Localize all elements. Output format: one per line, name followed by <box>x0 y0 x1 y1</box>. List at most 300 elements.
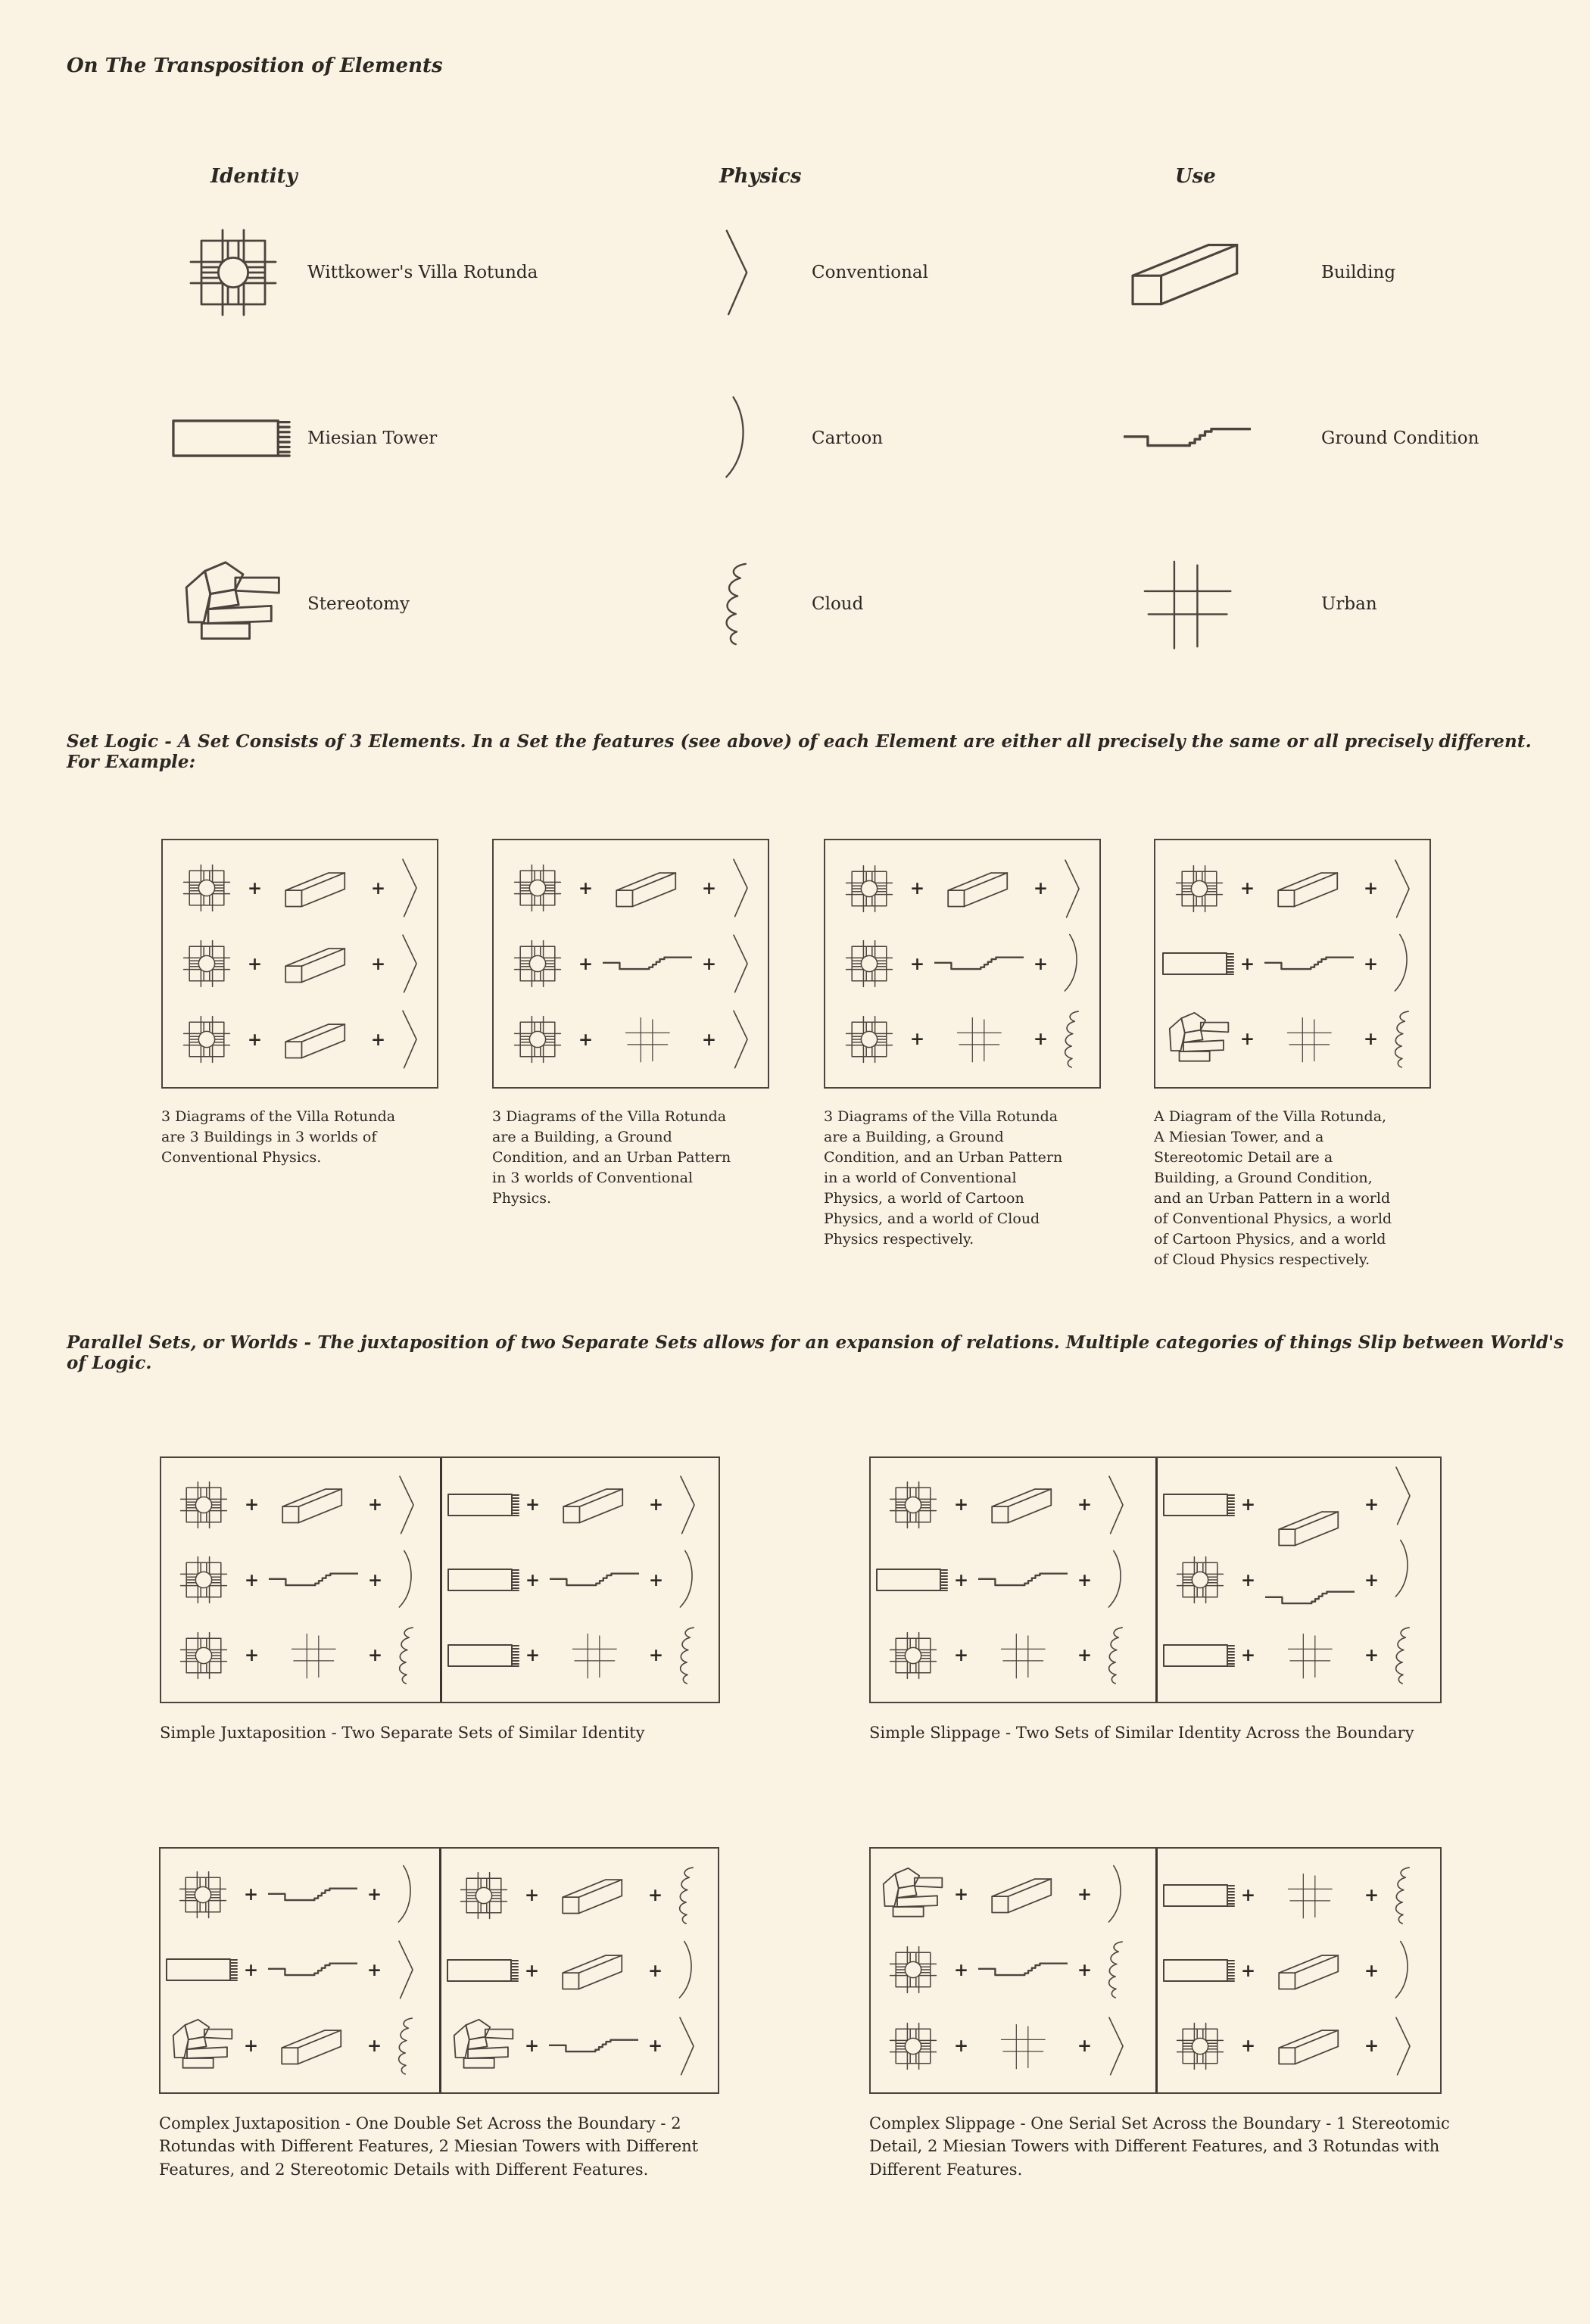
plus-sign: + <box>244 1494 260 1515</box>
world-right-set <box>1155 1458 1440 1702</box>
conventional-icon <box>723 226 750 319</box>
plus-sign: + <box>525 1494 541 1515</box>
world-right-set <box>439 1849 718 2092</box>
plus-sign: + <box>1364 2036 1380 2056</box>
identity-cell <box>1162 1957 1238 1984</box>
element-row <box>1161 933 1429 994</box>
miesian-icon <box>1162 1491 1238 1519</box>
use-cell <box>261 2025 364 2067</box>
plus-sign: + <box>524 1885 540 1905</box>
set-logic-heading: Set Logic - A Set Consists of 3 Elements. In a Set the features (see above) of each Element are either all precisely the same or all precisely different. For Example: <box>67 731 1532 772</box>
plus-sign: + <box>647 1885 663 1905</box>
building-icon <box>1127 235 1248 309</box>
plus-sign: + <box>525 1645 541 1665</box>
physics-cell <box>666 1474 709 1536</box>
identity-cell <box>165 1866 241 1924</box>
plus-sign: + <box>1240 1885 1256 1905</box>
legend-icon-box <box>716 226 757 319</box>
identity-cell <box>875 1627 951 1684</box>
urban-icon <box>290 1632 337 1679</box>
element-row <box>1162 2015 1440 2077</box>
plus-sign: + <box>648 1494 664 1515</box>
building-icon <box>989 1484 1057 1525</box>
element-row <box>875 1864 1155 1925</box>
legend-column-header-use: Use <box>1175 165 1216 188</box>
plus-sign: + <box>247 877 263 899</box>
building-icon <box>945 868 1013 909</box>
element-row <box>1161 1008 1429 1070</box>
cloud-icon <box>676 1864 697 1927</box>
cloud-icon <box>1392 1625 1414 1687</box>
plus-sign: + <box>366 1884 382 1905</box>
element-row <box>1162 1625 1440 1687</box>
ground-icon <box>603 954 692 974</box>
legend-item-label: Miesian Tower <box>307 428 438 448</box>
plus-sign: + <box>909 1029 925 1049</box>
legend-item-rotunda <box>163 220 538 326</box>
plus-sign: + <box>701 877 717 899</box>
legend-item-miesian <box>163 417 538 460</box>
plus-sign: + <box>648 1569 664 1590</box>
plus-sign: + <box>1363 878 1379 899</box>
urban-icon <box>956 1016 1002 1063</box>
physics-cell <box>1095 1939 1137 2001</box>
world-simple-slippage <box>869 1456 1442 1744</box>
legend-icon-box <box>163 560 303 647</box>
conventional-icon <box>1392 858 1412 920</box>
building-icon <box>1276 1950 1344 1992</box>
use-cell <box>1258 1016 1361 1063</box>
element-row <box>1162 1474 1440 1536</box>
building-icon <box>1275 868 1343 909</box>
plus-sign: + <box>1364 1494 1380 1515</box>
plus-sign: + <box>244 1569 260 1590</box>
identity-cell <box>831 860 907 917</box>
plus-sign: + <box>1240 1569 1256 1590</box>
parallel-sets-heading: Parallel Sets, or Worlds - The juxtaposition of two Separate Sets allows for an expansion of relations. Multiple categories of things Slip between World's of Logic. <box>67 1332 1564 1373</box>
conventional-icon <box>1393 2015 1413 2077</box>
rotunda-icon <box>1171 1551 1229 1609</box>
cloud-icon <box>1392 1864 1414 1927</box>
identity-cell <box>1162 1491 1238 1519</box>
physics-cell <box>666 2015 708 2077</box>
rotunda-icon <box>180 220 286 326</box>
physics-cell <box>719 933 762 995</box>
plus-sign: + <box>953 1959 969 1980</box>
legend-item-label: Cartoon <box>812 428 884 448</box>
legend-item-cartoon <box>716 394 928 483</box>
cartoon-icon <box>1392 933 1412 994</box>
plus-sign: + <box>1364 1885 1380 1905</box>
rotunda-icon <box>175 1627 232 1684</box>
ground-icon <box>269 1570 358 1590</box>
element-row <box>165 1864 439 1925</box>
element-row <box>446 2015 718 2077</box>
use-cell <box>596 954 699 974</box>
legend-icon-box <box>716 559 757 649</box>
plus-sign: + <box>1240 1494 1256 1515</box>
world-left-set <box>871 1849 1155 2092</box>
building-icon <box>282 868 351 909</box>
world-left-set <box>161 1458 440 1702</box>
legend-item-cloud <box>716 559 928 649</box>
physics-cell <box>1095 2015 1137 2077</box>
plus-sign: + <box>1077 1569 1093 1590</box>
element-row <box>446 1940 718 2001</box>
element-row <box>875 1625 1155 1687</box>
plus-sign: + <box>1240 1960 1256 1981</box>
conventional-icon <box>400 933 419 995</box>
plus-sign: + <box>701 953 717 974</box>
plus-sign: + <box>1363 1029 1379 1049</box>
use-cell <box>1258 1872 1361 1919</box>
physics-cell <box>385 1939 427 2001</box>
plus-sign: + <box>647 1960 663 1981</box>
rotunda-icon <box>840 1011 898 1068</box>
plus-sign: + <box>367 1494 383 1515</box>
conventional-icon <box>731 1008 750 1070</box>
rotunda-icon <box>178 1011 235 1068</box>
element-row <box>447 1625 719 1687</box>
physics-cell <box>385 2015 427 2077</box>
element-row <box>166 1625 440 1687</box>
legend-item-label: Wittkower's Villa Rotunda <box>307 262 538 282</box>
ground-icon <box>1124 424 1251 452</box>
rotunda-icon <box>174 1866 232 1924</box>
ground-icon <box>550 1570 639 1590</box>
set-caption: 3 Diagrams of the Villa Rotunda are 3 Buildings in 3 worlds of Conventional Physics. <box>161 1108 396 1166</box>
urban-icon <box>624 1016 671 1063</box>
physics-cell <box>1095 1550 1137 1610</box>
plus-sign: + <box>243 2036 259 2056</box>
physics-cell <box>388 1008 431 1070</box>
plus-sign: + <box>1239 878 1255 899</box>
plus-sign: + <box>1240 1645 1256 1665</box>
use-cell <box>261 1960 364 1980</box>
ground-icon <box>978 1960 1068 1980</box>
identity-cell <box>446 2018 522 2073</box>
world-simple-juxtaposition <box>160 1456 720 1744</box>
plus-sign: + <box>1033 878 1049 899</box>
cloud-icon <box>1105 1625 1127 1687</box>
ground-icon <box>1265 1588 1355 1608</box>
rotunda-icon <box>175 1476 232 1534</box>
rotunda-icon <box>840 935 898 992</box>
urban-icon <box>999 1632 1046 1679</box>
page-title: On The Transposition of Elements <box>67 55 443 77</box>
use-cell <box>1258 1632 1361 1679</box>
element-row <box>1162 1550 1440 1610</box>
physics-cell <box>385 1474 428 1536</box>
cartoon-icon <box>1106 1550 1126 1610</box>
element-row <box>831 1008 1099 1070</box>
world-caption: Complex Slippage - One Serial Set Across the Boundary - 1 Stereotomic Detail, 2 Miesian Towers with Different Features, and 3 Rotundas with Different Features. <box>869 2114 1450 2179</box>
element-row <box>875 1939 1155 2001</box>
legend-item-label: Stereotomy <box>307 593 410 614</box>
plus-sign: + <box>953 1569 969 1590</box>
urban-icon <box>1141 558 1233 650</box>
identity-cell <box>447 1642 522 1669</box>
plus-sign: + <box>247 953 263 974</box>
physics-cell <box>1095 1474 1137 1536</box>
cartoon-icon <box>397 1550 416 1610</box>
plus-sign: + <box>1077 2036 1093 2056</box>
identity-cell <box>1161 860 1237 917</box>
identity-cell <box>166 1551 242 1609</box>
plus-sign: + <box>909 878 925 899</box>
miesian-icon <box>447 1642 522 1669</box>
identity-cell <box>447 1491 522 1519</box>
element-row <box>500 933 768 995</box>
ground-icon <box>934 954 1024 974</box>
legend-icon-box <box>163 220 303 326</box>
plus-sign: + <box>370 1029 386 1050</box>
plus-sign: + <box>247 1029 263 1050</box>
cloud-icon <box>395 2015 416 2077</box>
identity-cell <box>500 935 575 992</box>
element-row <box>500 857 768 919</box>
urban-icon <box>999 2023 1046 2070</box>
building-icon <box>282 1019 351 1061</box>
plus-sign: + <box>525 1569 541 1590</box>
physics-cell <box>719 1008 762 1070</box>
use-cell <box>971 1960 1074 1980</box>
building-icon <box>1276 1506 1344 1548</box>
set-caption: 3 Diagrams of the Villa Rotunda are a Building, a Ground Condition, and an Urban Pattern in a world of Conventional Physics, a world of Cartoon Physics, and a world of Cloud Physics respectively. <box>824 1108 1063 1248</box>
legend-item-label: Cloud <box>812 593 864 614</box>
physics-cell <box>1381 858 1423 920</box>
element-row <box>500 1008 768 1070</box>
plus-sign: + <box>578 1029 594 1050</box>
use-cell <box>262 1632 365 1679</box>
cartoon-icon <box>1106 1864 1126 1925</box>
ground-icon <box>268 1960 357 1980</box>
element-row <box>875 1474 1155 1536</box>
plus-sign: + <box>366 1959 382 1980</box>
rotunda-icon <box>509 1011 566 1068</box>
world-complex-juxtaposition <box>159 1847 719 2181</box>
element-row <box>875 2015 1155 2077</box>
physics-cell <box>1382 1940 1424 2001</box>
legend-icon-box <box>1121 235 1253 309</box>
cartoon-icon <box>1393 1539 1413 1600</box>
physics-cell <box>666 1940 708 2001</box>
use-cell <box>971 1874 1074 1915</box>
legend-item-urban <box>1121 558 1479 650</box>
world-box <box>159 1847 719 2094</box>
set-box <box>824 839 1101 1089</box>
identity-cell <box>447 1566 522 1593</box>
use-cell <box>928 868 1030 909</box>
miesian-icon <box>1162 1642 1238 1669</box>
identity-cell <box>875 2017 951 2075</box>
identity-cell <box>169 935 245 992</box>
rotunda-icon <box>884 1627 942 1684</box>
plus-sign: + <box>1240 2036 1256 2056</box>
plus-sign: + <box>1364 1960 1380 1981</box>
identity-cell <box>500 1011 575 1068</box>
use-cell <box>542 2036 645 2056</box>
element-row <box>1162 1864 1440 1927</box>
legend-item-label: Urban <box>1321 593 1377 614</box>
building-icon <box>560 1874 628 1916</box>
plus-sign: + <box>953 2036 969 2056</box>
urban-icon <box>1286 1632 1333 1679</box>
identity-cell <box>446 1957 522 1984</box>
cloud-icon <box>1105 1939 1127 2001</box>
element-row <box>169 933 437 995</box>
plus-sign: + <box>244 1645 260 1665</box>
rotunda-icon <box>1171 860 1228 917</box>
legend-icon-box <box>1121 558 1253 650</box>
element-row <box>875 1550 1155 1610</box>
element-row <box>166 1550 440 1610</box>
building-icon <box>282 943 351 985</box>
cartoon-icon <box>724 394 750 483</box>
legend-icon-box <box>716 394 757 483</box>
set-caption: 3 Diagrams of the Villa Rotunda are a Building, a Ground Condition, and an Urban Pattern in 3 worlds of Conventional Physics. <box>492 1108 731 1207</box>
plus-sign: + <box>367 1645 383 1665</box>
set-box <box>1154 839 1431 1089</box>
conventional-icon <box>1106 1474 1126 1536</box>
ground-icon <box>978 1570 1068 1590</box>
physics-cell <box>388 933 431 995</box>
element-row <box>165 1939 439 2001</box>
physics-cell <box>1382 1625 1424 1687</box>
element-row <box>165 2015 439 2077</box>
world-right-set <box>1155 1849 1440 2092</box>
building-icon <box>279 2025 347 2067</box>
plus-sign: + <box>1239 1029 1255 1049</box>
use-cell <box>543 1632 646 1679</box>
plus-sign: + <box>953 1884 969 1905</box>
miesian-icon <box>446 1957 522 1984</box>
identity-cell <box>1162 1882 1238 1909</box>
physics-cell <box>1382 2015 1424 2077</box>
element-row <box>169 1008 437 1070</box>
physics-cell <box>385 1550 428 1610</box>
set-caption: A Diagram of the Villa Rotunda, A Miesian Tower, and a Stereotomic Detail are a Building, a Ground Condition, and an Urban Pattern in a world of Conventional Physics, a world of Cartoon Physics, and a world of Cloud Physics respectively. <box>1154 1108 1392 1268</box>
use-cell <box>596 868 699 909</box>
world-caption: Simple Slippage - Two Sets of Similar Identity Across the Boundary <box>869 1724 1414 1742</box>
set-example-2 <box>492 839 769 1209</box>
physics-cell <box>1382 1465 1424 1527</box>
plus-sign: + <box>1077 1494 1093 1515</box>
legend-item-label: Building <box>1321 262 1396 282</box>
miesian-icon <box>1162 1882 1238 1909</box>
use-cell <box>265 1019 368 1061</box>
rotunda-icon <box>840 860 898 917</box>
rotunda-icon <box>884 1941 942 1998</box>
set-box <box>161 839 438 1089</box>
plus-sign: + <box>1033 953 1049 974</box>
building-icon <box>989 1874 1057 1915</box>
use-cell <box>542 1874 645 1916</box>
identity-cell <box>875 1476 951 1534</box>
ground-icon <box>549 2036 638 2056</box>
physics-cell <box>666 1864 708 1927</box>
physics-cell <box>1051 1008 1093 1070</box>
physics-cell <box>666 1550 709 1610</box>
physics-cell <box>1095 1864 1137 1925</box>
legend-column-identity <box>163 189 538 687</box>
cartoon-icon <box>396 1864 416 1925</box>
plus-sign: + <box>367 1569 383 1590</box>
plus-sign: + <box>1239 953 1255 974</box>
identity-cell <box>1162 2017 1238 2075</box>
plus-sign: + <box>578 877 594 899</box>
miesian-icon <box>447 1566 522 1593</box>
urban-icon <box>1286 1872 1333 1919</box>
plus-sign: + <box>578 953 594 974</box>
cloud-icon <box>677 1625 698 1687</box>
identity-cell <box>875 1867 951 1922</box>
building-icon <box>560 1484 628 1525</box>
rotunda-icon <box>884 2017 942 2075</box>
conventional-icon <box>1106 2015 1126 2077</box>
element-row <box>1161 858 1429 920</box>
use-cell <box>1258 954 1361 974</box>
miesian-icon <box>165 1956 241 1983</box>
physics-cell <box>1381 1008 1423 1070</box>
conventional-icon <box>400 1008 419 1070</box>
conventional-icon <box>677 2015 697 2077</box>
conventional-icon <box>397 1474 416 1536</box>
legend-item-label: Ground Condition <box>1321 428 1479 448</box>
building-icon <box>279 1484 348 1525</box>
cartoon-icon <box>678 1550 697 1610</box>
element-row <box>166 1474 440 1536</box>
world-caption: Simple Juxtaposition - Two Separate Sets of Similar Identity <box>160 1724 645 1742</box>
element-row <box>447 1474 719 1536</box>
use-cell <box>262 1570 365 1590</box>
building-icon <box>560 1950 628 1992</box>
use-cell <box>928 1016 1030 1063</box>
use-cell <box>971 2023 1074 2070</box>
building-icon <box>613 868 681 909</box>
world-complex-slippage <box>869 1847 1450 2181</box>
identity-cell <box>165 2018 241 2073</box>
rotunda-icon <box>178 935 235 992</box>
plus-sign: + <box>953 1645 969 1665</box>
miesian-icon <box>1161 950 1237 977</box>
building-icon <box>1276 2025 1344 2067</box>
miesian-icon <box>1162 1957 1238 1984</box>
cloud-icon <box>1062 1008 1083 1070</box>
plus-sign: + <box>1364 1569 1380 1590</box>
legend-item-building <box>1121 235 1479 309</box>
world-box <box>869 1847 1442 2094</box>
cartoon-icon <box>1062 933 1082 994</box>
physics-cell <box>1382 1864 1424 1927</box>
identity-cell <box>831 1011 907 1068</box>
identity-cell <box>169 859 245 917</box>
ground-icon <box>268 1885 357 1905</box>
physics-cell <box>1095 1625 1137 1687</box>
identity-cell <box>1161 1011 1237 1067</box>
world-left-set <box>871 1458 1155 1702</box>
conventional-icon <box>731 933 750 995</box>
rotunda-icon <box>884 1476 942 1534</box>
element-row <box>831 933 1099 994</box>
plus-sign: + <box>366 2036 382 2056</box>
use-cell <box>1258 1506 1361 1548</box>
use-cell <box>265 868 368 909</box>
set-example-1 <box>161 839 438 1168</box>
identity-cell <box>165 1956 241 1983</box>
use-cell <box>971 1484 1074 1525</box>
plus-sign: + <box>953 1494 969 1515</box>
